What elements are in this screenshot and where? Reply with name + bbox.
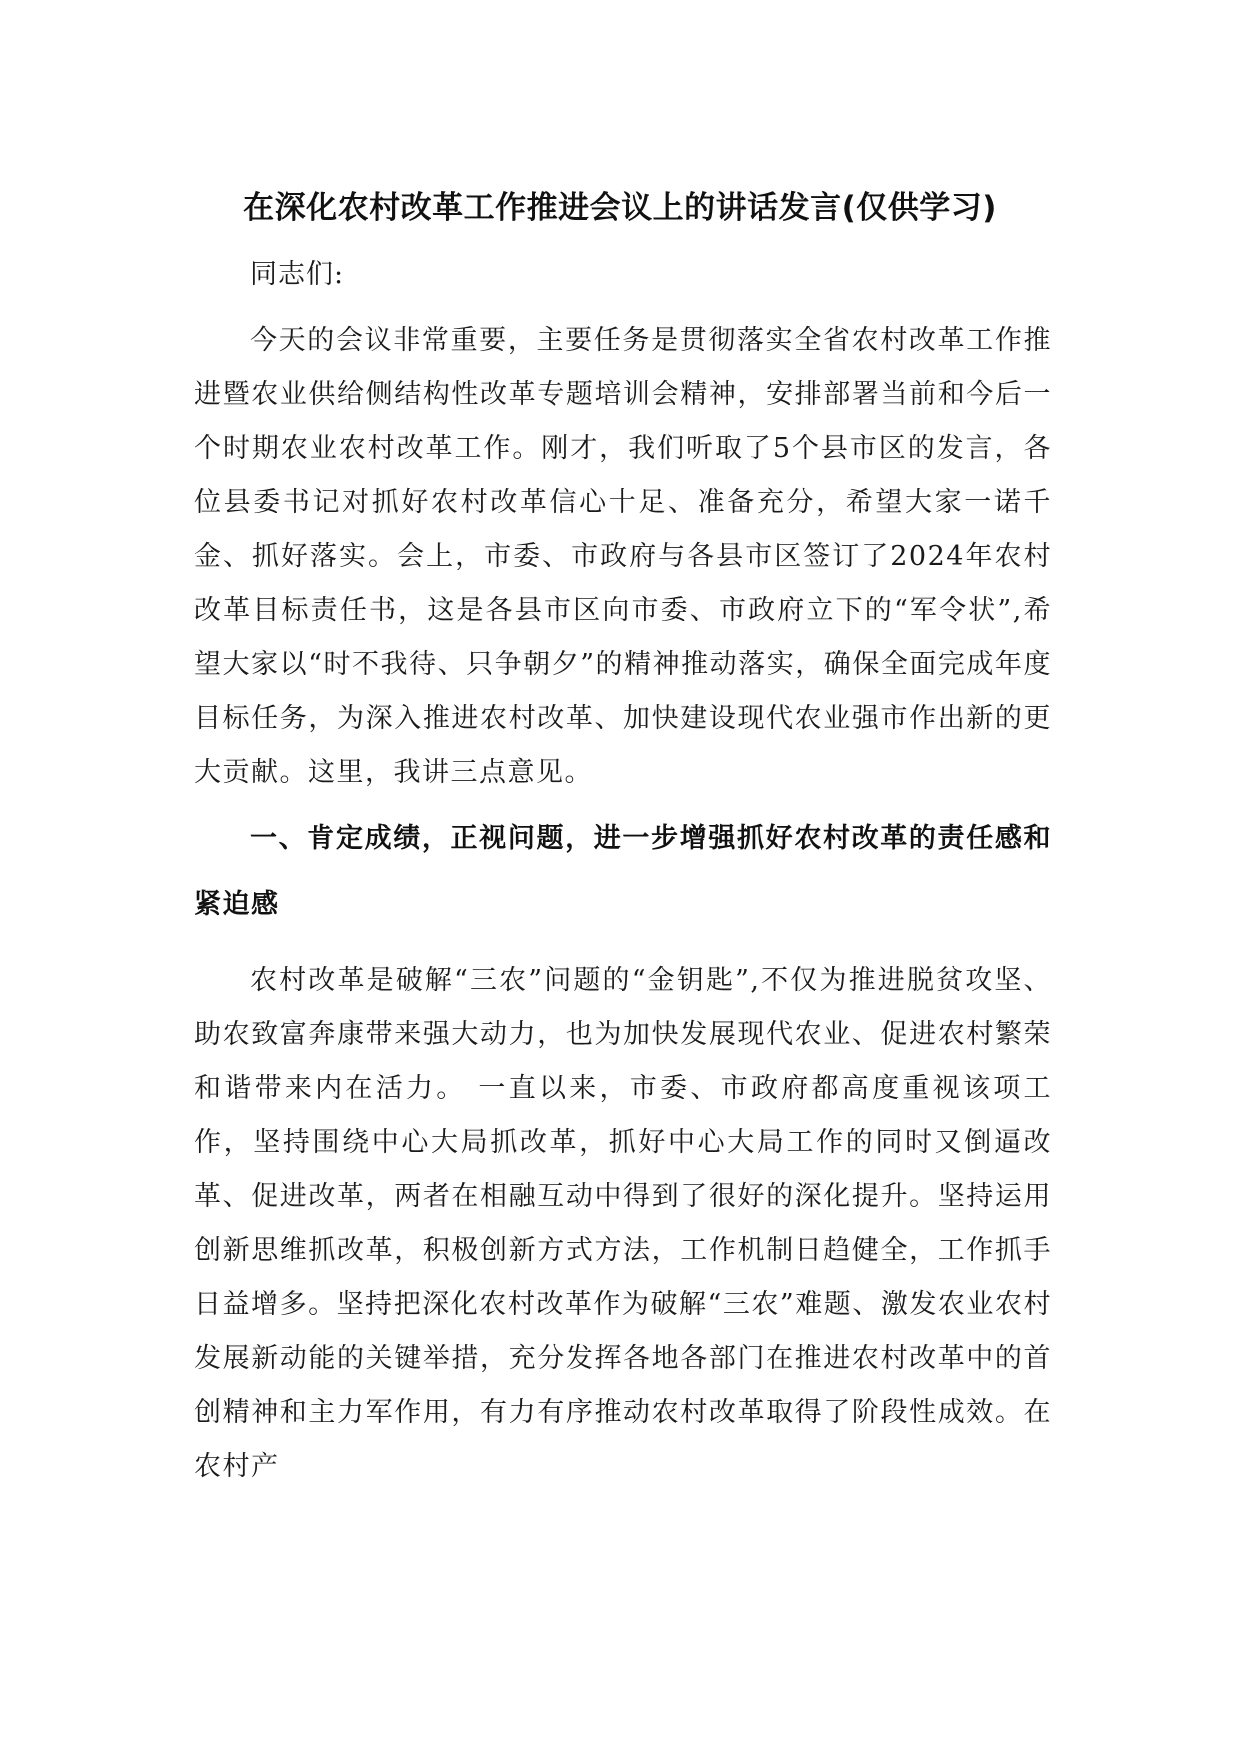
- section-heading-1: 一、肯定成绩，正视问题，进一步增强抓好农村改革的责任感和紧迫感: [194, 823, 1052, 920]
- document-title: 在深化农村改革工作推进会议上的讲话发言(仅供学习): [243, 190, 997, 226]
- paragraph-intro: 今天的会议非常重要，主要任务是贯彻落实全省农村改革工作推进暨农业供给侧结构性改革专题培训会精神，安排部署当前和今后一个时期农业农村改革工作。刚才，我们听取了5个县市区的发言，各位县委书记对抓好农村改革信心十足、准备充分，希望大家一诺千金、抓好落实。会上，市委、市政府与各县市区签订了2024年农村改革目标责任书，这是各县市区向市委、市政府立下的“军令状”,希望大家以“时不我待、只争朝夕”的精神推动落实，确保全面完成年度目标任务，为深入推进农村改革、加快建设现代农业强市作出新的更大贡献。这里，我讲三点意见。: [194, 325, 1052, 788]
- salutation: 同志们:: [250, 259, 345, 290]
- paragraph-section-1: 农村改革是破解“三农”问题的“金钥匙”,不仅为推进脱贫攻坚、助农致富奔康带来强大动力，也为加快发展现代农业、促进农村繁荣和谐带来内在活力。 一直以来，市委、市政府都高度重视该项工作，坚持围绕中心大局抓改革，抓好中心大局工作的同时又倒逼改革、促进改革，两者在相融互动中得到了很好的深化提升。坚持运用创新思维抓改革，积极创新方式方法，工作机制日趋健全，工作抓手日益增多。坚持把深化农村改革作为破解“三农”难题、激发农业农村发展新动能的关键举措，充分发挥各地各部门在推进农村改革中的首创精神和主力军作用，有力有序推动农村改革取得了阶段性成效。在农村产: [194, 965, 1052, 1482]
